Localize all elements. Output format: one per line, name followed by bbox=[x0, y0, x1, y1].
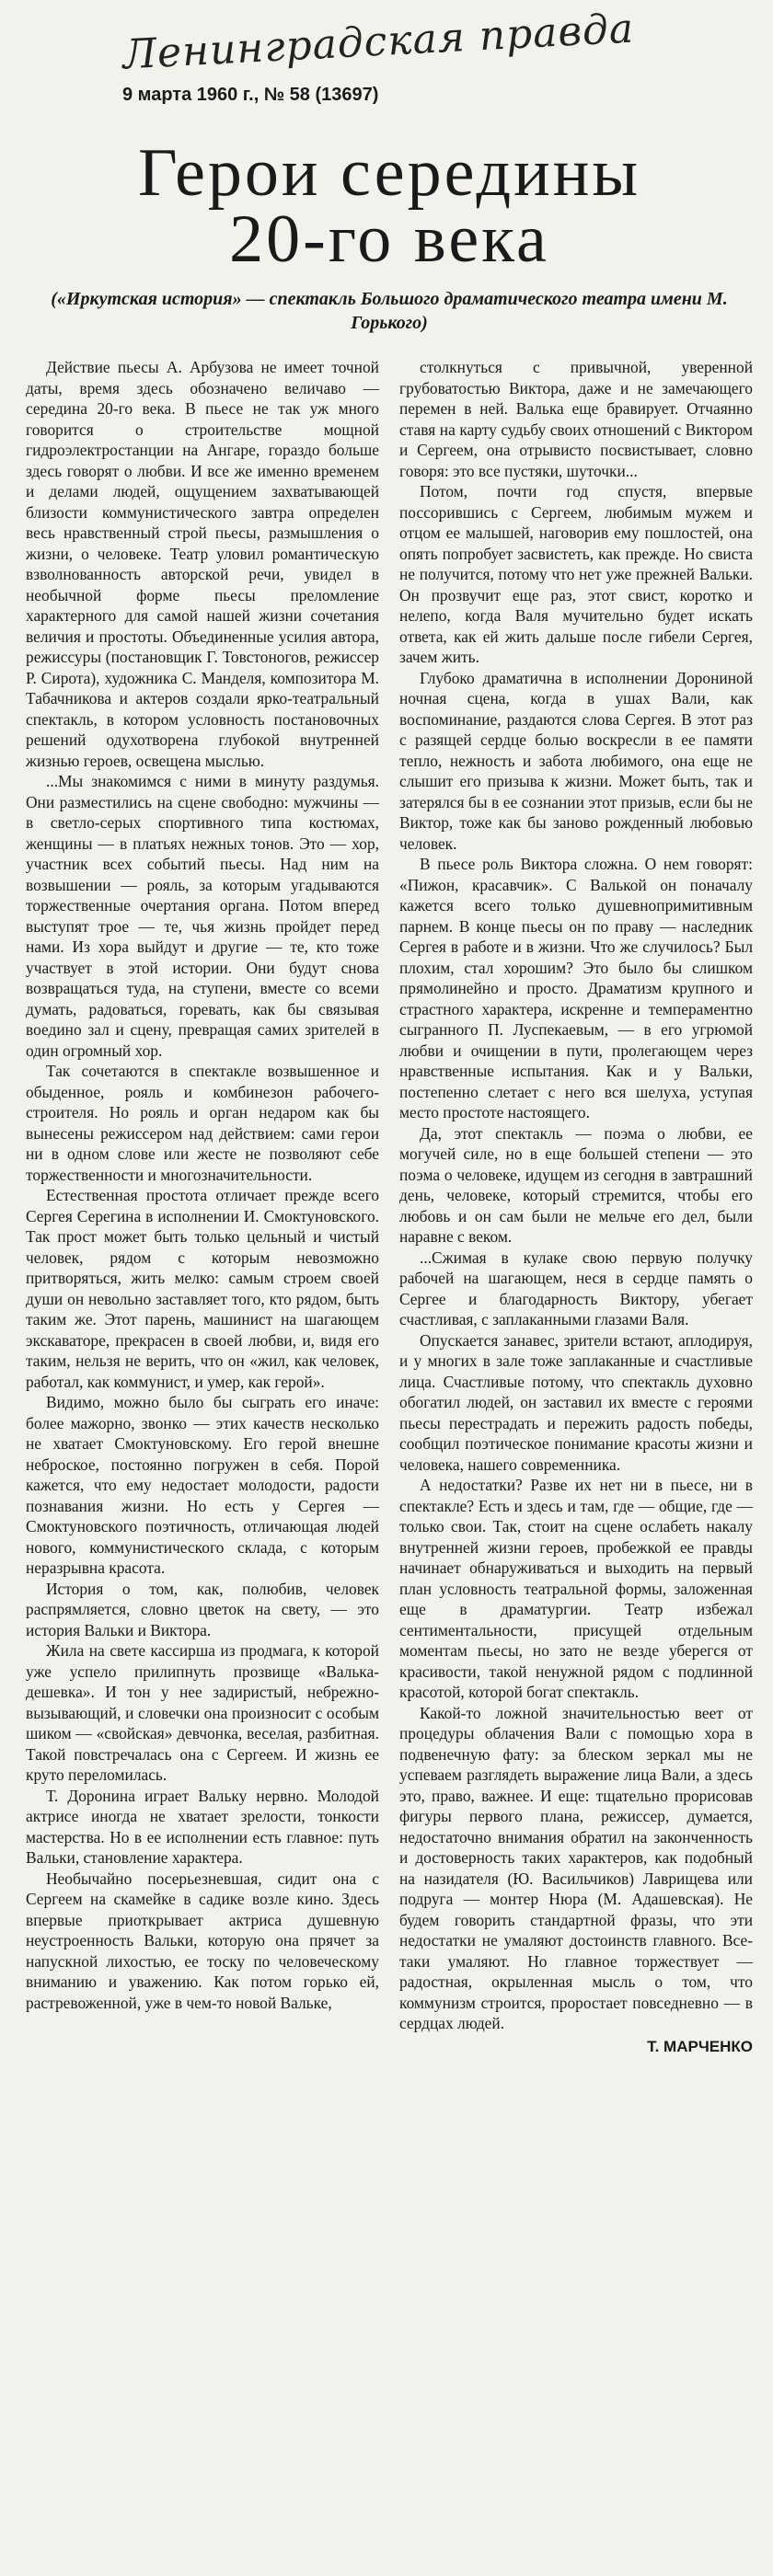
right-column bbox=[399, 357, 753, 2056]
paragraph: ...Сжимая в кулаке свою первую получку рабочей на шагающем, неся в сердце память о Сергее и благодарность Виктору, убегает счастливая, с заплаканными глазами Валя. bbox=[399, 1248, 753, 1328]
paragraph: Естественная простота отличает прежде всего Сергея Серегина в исполнении И. Смоктуновского. Так прост может быть только цельный и чистый человек, рядом с которым невозможно притворяться, жить мелко: самым строем своей души он невольно заставляет того, кто рядом, быть таким же. Этот парень, машинист на шагающем экскаваторе, прекрасен в своей любви, и, видя его таким, нельзя не верить, что он «жил, как человек, работал, как коммунист, и умер, как герой». bbox=[26, 1186, 379, 1391]
title-line-2: 20-го века bbox=[229, 201, 549, 277]
paragraph: Жила на свете кассирша из продмага, к которой уже успело прилипнуть прозвище «Валька-дешевка». И тон у нее задиристый, небрежно-вызывающий, и словечки она произносит с особым шиком — «свойская» девчонка, веселая, разбитная. Такой повстречалась она с Сергеем. И жизнь ее круто переломилась. bbox=[26, 1641, 379, 1784]
issue-date: 9 марта 1960 г., № 58 (13697) bbox=[122, 85, 379, 105]
paragraph: Да, этот спектакль — поэма о любви, ее могучей силе, но в еще большей степени — это поэма о человеке, идущем из сегодня в завтрашний день, человеке, который стремится, чтобы его любовь и он сам были не мельче его дел, были наравне с веком. bbox=[399, 1123, 753, 1246]
paragraph: История о том, как, полюбив, человек распрямляется, словно цветок на свету, — это история Вальки и Виктора. bbox=[26, 1579, 379, 1639]
paragraph: Необычайно посерьезневшая, сидит она с Сергеем на скамейке в садике возле кино. Здесь впервые приоткрывает актриса душевную неустроенность Вальки, которую она прячет за напускной лихостью, ее тоску по человеческому вниманию и уважению. Как потом горько ей, растревоженной, уже в чем-то новой Вальке, bbox=[26, 1869, 379, 2012]
paragraph: Так сочетаются в спектакле возвышенное и обыденное, рояль и комбинезон рабочего-строителя. Но рояль и орган недаром как бы вынесены режиссером над действием: сами герои ни в одном слове или жесте не позволяют себе торжественности и многозначительности. bbox=[26, 1062, 379, 1184]
paragraph: столкнуться с привычной, уверенной грубоватостью Виктора, даже и не замечающего перемен в ней. Валька еще бравирует. Отчаянно ставя на карту судьбу своих отношений с Виктором и Сергеем, она отрывисто посвистывает, словно говоря: это все пустяки, шуточки... bbox=[399, 358, 753, 480]
paragraph: Видимо, можно было бы сыграть его иначе: более мажорно, звонко — этих качеств несколько не хватает Смоктуновскому. Его герой внешне неброское, постоянно погружен в себя. Порой кажется, что ему недостает молодости, радости познавания жизни. Но есть у Сергея — Смоктуновского поэтичность, отличающая людей нового, коммунистического склада, с которым неразрывна красота. bbox=[26, 1393, 379, 1577]
masthead bbox=[26, 5, 753, 114]
paragraph: Какой-то ложной значительностью веет от процедуры облачения Вали с помощью хора в подвенечную фату: за блеском зеркал мы не успеваем разглядеть выражение лица Вали, а здесь это, право, важнее. И еще: тщательно прорисовав фигуры первого плана, режиссер, думается, недостаточно внимания обратил на законченность и достоверность таких характеров, как подобный на назидателя (Ю. Васильчиков) Лаврищева или подруга — монтер Нюра (М. Адашевская). Не будем говорить стандартной фразы, что эти недостатки не умаляют достоинств главного. Все-таки умаляют. Но главное торжествует — радостная, окрыленная мысль о том, что коммунизм строится, проростает повседневно — в сердцах людей. bbox=[399, 1703, 753, 2032]
left-column bbox=[26, 357, 379, 2056]
paragraph: Опускается занавес, зрители встают, аплодируя, и у многих в зале тоже заплаканные и счастливые лица. Счастливые потому, что спектакль духовно обогатил людей, он заставил их вместе с героями пьесы перестрадать и пережить радость победы, сообщил поэтическое понимание красоты жизни и человека, нашего современника. bbox=[399, 1330, 753, 1474]
article-body bbox=[26, 357, 753, 2056]
article-subtitle: («Иркутская история» — спектакль Большого драматического театра имени М. Горького) bbox=[51, 289, 728, 333]
paragraph: Глубоко драматична в исполнении Дорониной ночная сцена, когда в ушах Вали, как воспоминание, раздаются слова Сергея. В этот раз с разящей сердце болью воскресли в ее памяти тепло, нежность и забота любимого, она еще не слышит его призыва к жизни. Может быть, так и затерялся бы в ее сознании этот призыв, если бы не Виктор, тоже как бы заново рожденный любовью человек. bbox=[399, 668, 753, 853]
paragraph: А недостатки? Разве их нет ни в пьесе, ни в спектакле? Есть и здесь и там, где — общие, где — только свои. Так, стоит на сцене ослабеть накалу внутренней жизни героев, пробежкой ее правды начинает обнаруживаться и выходить на первый план условность театральной формы, заложенная еще в драматургии. Театр избежал сентиментальности, присущей отдельным моментам пьесы, но зато не везде уберегся от красивости, такой ненужной рядом с подлинной красотой, которой богат спектакль. bbox=[399, 1476, 753, 1701]
paragraph: Потом, почти год спустя, впервые поссорившись с Сергеем, любимым мужем и отцом ее малышей, наговорив ему пошлостей, она опять попробует засвистеть, как прежде. Но свиста не получится, потому что нет уже прежней Вальки. Он прозвучит еще раз, этот свист, коротко и нелепо, когда Валя мучительно будет искать ответа, как ей жить дальше после гибели Сергея, зачем жить. bbox=[399, 482, 753, 666]
title-line-1: Герои середины bbox=[137, 135, 641, 211]
article-title bbox=[26, 135, 753, 277]
paragraph: Действие пьесы А. Арбузова не имеет точной даты, время здесь обозначено величаво — середина 20-го века. В пьесе не так уж много говорится о строительстве мощной гидроэлектростанции на Ангаре, гораздо больше здесь говорят о любви. И все же именно временем и делами людей, ощущением захватывающей близости коммунистического завтра определен весь нравственный строй пьесы, размышления о жизни, о человеке. Театр уловил романтическую взволнованность авторской речи, увидел в необычной форме пьесы преломление характерного для самой нашей жизни сочетания величия и простоты. Объединенные усилия автора, режиссуры (постановщик Г. Товстоногов, режиссер Р. Сирота), художника С. Манделя, композитора М. Табачникова и актеров создали ярко-театральный спектакль, в котором условность постановочных решений одухотворена глубокой внутренней жизнью героев, освещена мыслью. bbox=[26, 358, 379, 770]
newspaper-logo: Ленинградская правда bbox=[121, 5, 636, 79]
author-signature: Т. МАРЧЕНКО bbox=[647, 2037, 753, 2055]
paragraph: В пьесе роль Виктора сложна. О нем говорят: «Пижон, красавчик». С Валькой он поначалу кажется всего только душевнопримитивным парнем. В конце пьесы он по праву — наследник Сергея в работе и в жизни. Что же случилось? Был плохим, стал хорошим? Это было бы слишком прямолинейно и просто. Драматизм крупного и страстного характера, искренне и темпераментно сыгранного П. Луспекаевым, — в его угрюмой любви и очищении в пути, пролегающем через нравственные испытания. Как и у Вальки, постепенно слетает с него вся шелуха, уступая место простоте настоящего. bbox=[399, 855, 753, 1121]
paragraph: ...Мы знакомимся с ними в минуту раздумья. Они разместились на сцене свободно: мужчины — в светло-серых спортивного типа костюмах, женщины — в платьях нежных тонов. Это — хор, участник всех событий пьесы. Над ним на возвышении — рояль, за которым угадываются торжественные очертания органа. Потом вперед выступят трое — те, чья жизнь пройдет перед нами. Из хора выйдут и другие — те, кто тоже участвует в этой истории. Они будут снова возвращаться туда, на ступени, вместе со всеми думать, радоваться, горевать, как бы связывая воедино зал и сцену, превращая самих зрителей в один огромный хор. bbox=[26, 772, 379, 1060]
paragraph: Т. Доронина играет Вальку нервно. Молодой актрисе иногда не хватает зрелости, тонкости мастерства. Но в ее исполнении есть главное: путь Вальки, становление характера. bbox=[26, 1786, 379, 1867]
